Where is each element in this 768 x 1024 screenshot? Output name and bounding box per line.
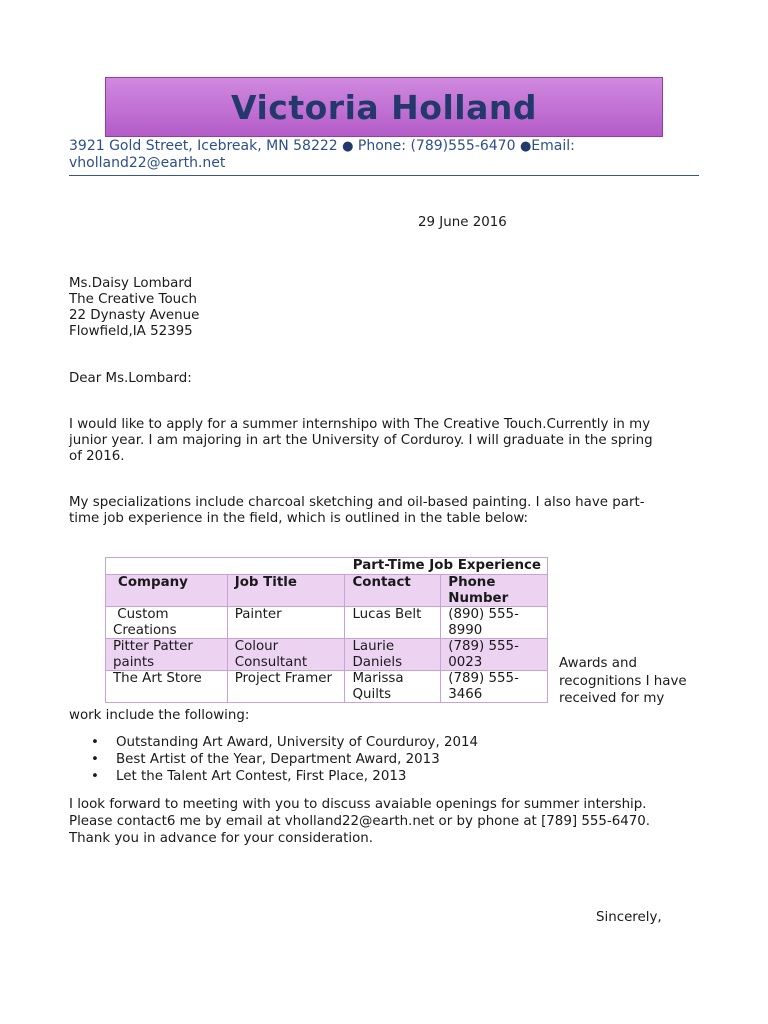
column-header: Contact: [345, 575, 441, 607]
table-cell: (890) 555-8990: [441, 607, 548, 639]
applicant-name: Victoria Holland: [231, 87, 537, 127]
table-row: [106, 607, 548, 639]
closing-line: Thank you in advance for your consideration.: [69, 831, 374, 846]
paragraph-2-line: time job experience in the field, which is outlined in the table below:: [69, 511, 529, 526]
table-cell: Laurie Daniels: [345, 639, 441, 671]
contact-info: [69, 138, 699, 172]
table-cell: (789) 555-3466: [441, 671, 548, 703]
signoff: Sincerely,: [596, 910, 662, 925]
closing-line: Please contact6 me by email at vholland22@earth.net or by phone at [789] 555-6470.: [69, 814, 651, 829]
table-cell: Pitter Patter paints: [106, 639, 228, 671]
email-text: vholland22@earth.net: [69, 155, 226, 171]
column-header: Company: [106, 575, 228, 607]
table-cell: Lucas Belt: [345, 607, 441, 639]
paragraph-1-line: junior year. I am majoring in art the University of Corduroy. I will graduate in the spring: [69, 433, 653, 448]
list-item: • Outstanding Art Award, University of Courduroy, 2014: [91, 735, 479, 750]
table-cell: The Art Store: [106, 671, 228, 703]
awards-intro-line: recognitions I have: [559, 674, 687, 689]
recipient-street: 22 Dynasty Avenue: [69, 308, 200, 323]
paragraph-1-line: of 2016.: [69, 449, 125, 464]
table-cell: Project Framer: [227, 671, 345, 703]
phone-text: Phone: (789)555-6470: [353, 138, 520, 154]
paragraph-1-line: I would like to apply for a summer internshipo with The Creative Touch.Currently in my: [69, 417, 651, 432]
table-header-row: [106, 575, 548, 607]
salutation: Dear Ms.Lombard:: [69, 371, 192, 386]
experience-table: [105, 557, 548, 703]
letter-date: 29 June 2016: [418, 215, 507, 230]
bullet-icon: •: [91, 735, 99, 750]
awards-list: [87, 734, 478, 785]
column-header: Phone Number: [441, 575, 548, 607]
name-banner: [105, 77, 663, 137]
recipient-name: Ms.Daisy Lombard: [69, 276, 193, 291]
table-row: [106, 671, 548, 703]
bullet-icon: •: [91, 752, 99, 767]
list-item: • Let the Talent Art Contest, First Place, 2013: [91, 769, 407, 784]
recipient-city: Flowfield,IA 52395: [69, 324, 193, 339]
recipient-company: The Creative Touch: [69, 292, 197, 307]
list-item: • Best Artist of the Year, Department Award, 2013: [91, 752, 440, 767]
table-caption: Part-Time Job Experience: [106, 558, 548, 575]
bullet-icon: •: [91, 769, 99, 784]
address-text: 3921 Gold Street, Icebreak, MN 58222: [69, 138, 343, 154]
table-cell: Painter: [227, 607, 345, 639]
table-cell: Custom Creations: [106, 607, 228, 639]
awards-intro-line: received for my: [559, 691, 665, 706]
email-label: Email:: [531, 138, 575, 154]
header-divider: [69, 175, 699, 176]
awards-intro-line: Awards and: [559, 656, 637, 671]
table-cell: (789) 555-0023: [441, 639, 548, 671]
bullet-icon: ●: [519, 139, 532, 154]
table-cell: Colour Consultant: [227, 639, 345, 671]
paragraph-2-line: My specializations include charcoal sketching and oil-based painting. I also have part-: [69, 495, 645, 510]
bullet-icon: ●: [342, 139, 354, 154]
column-header: Job Title: [227, 575, 345, 607]
awards-intro-line: work include the following:: [69, 708, 250, 723]
table-cell: Marissa Quilts: [345, 671, 441, 703]
closing-line: I look forward to meeting with you to discuss avaiable openings for summer intership.: [69, 797, 647, 812]
table-row: [106, 639, 548, 671]
